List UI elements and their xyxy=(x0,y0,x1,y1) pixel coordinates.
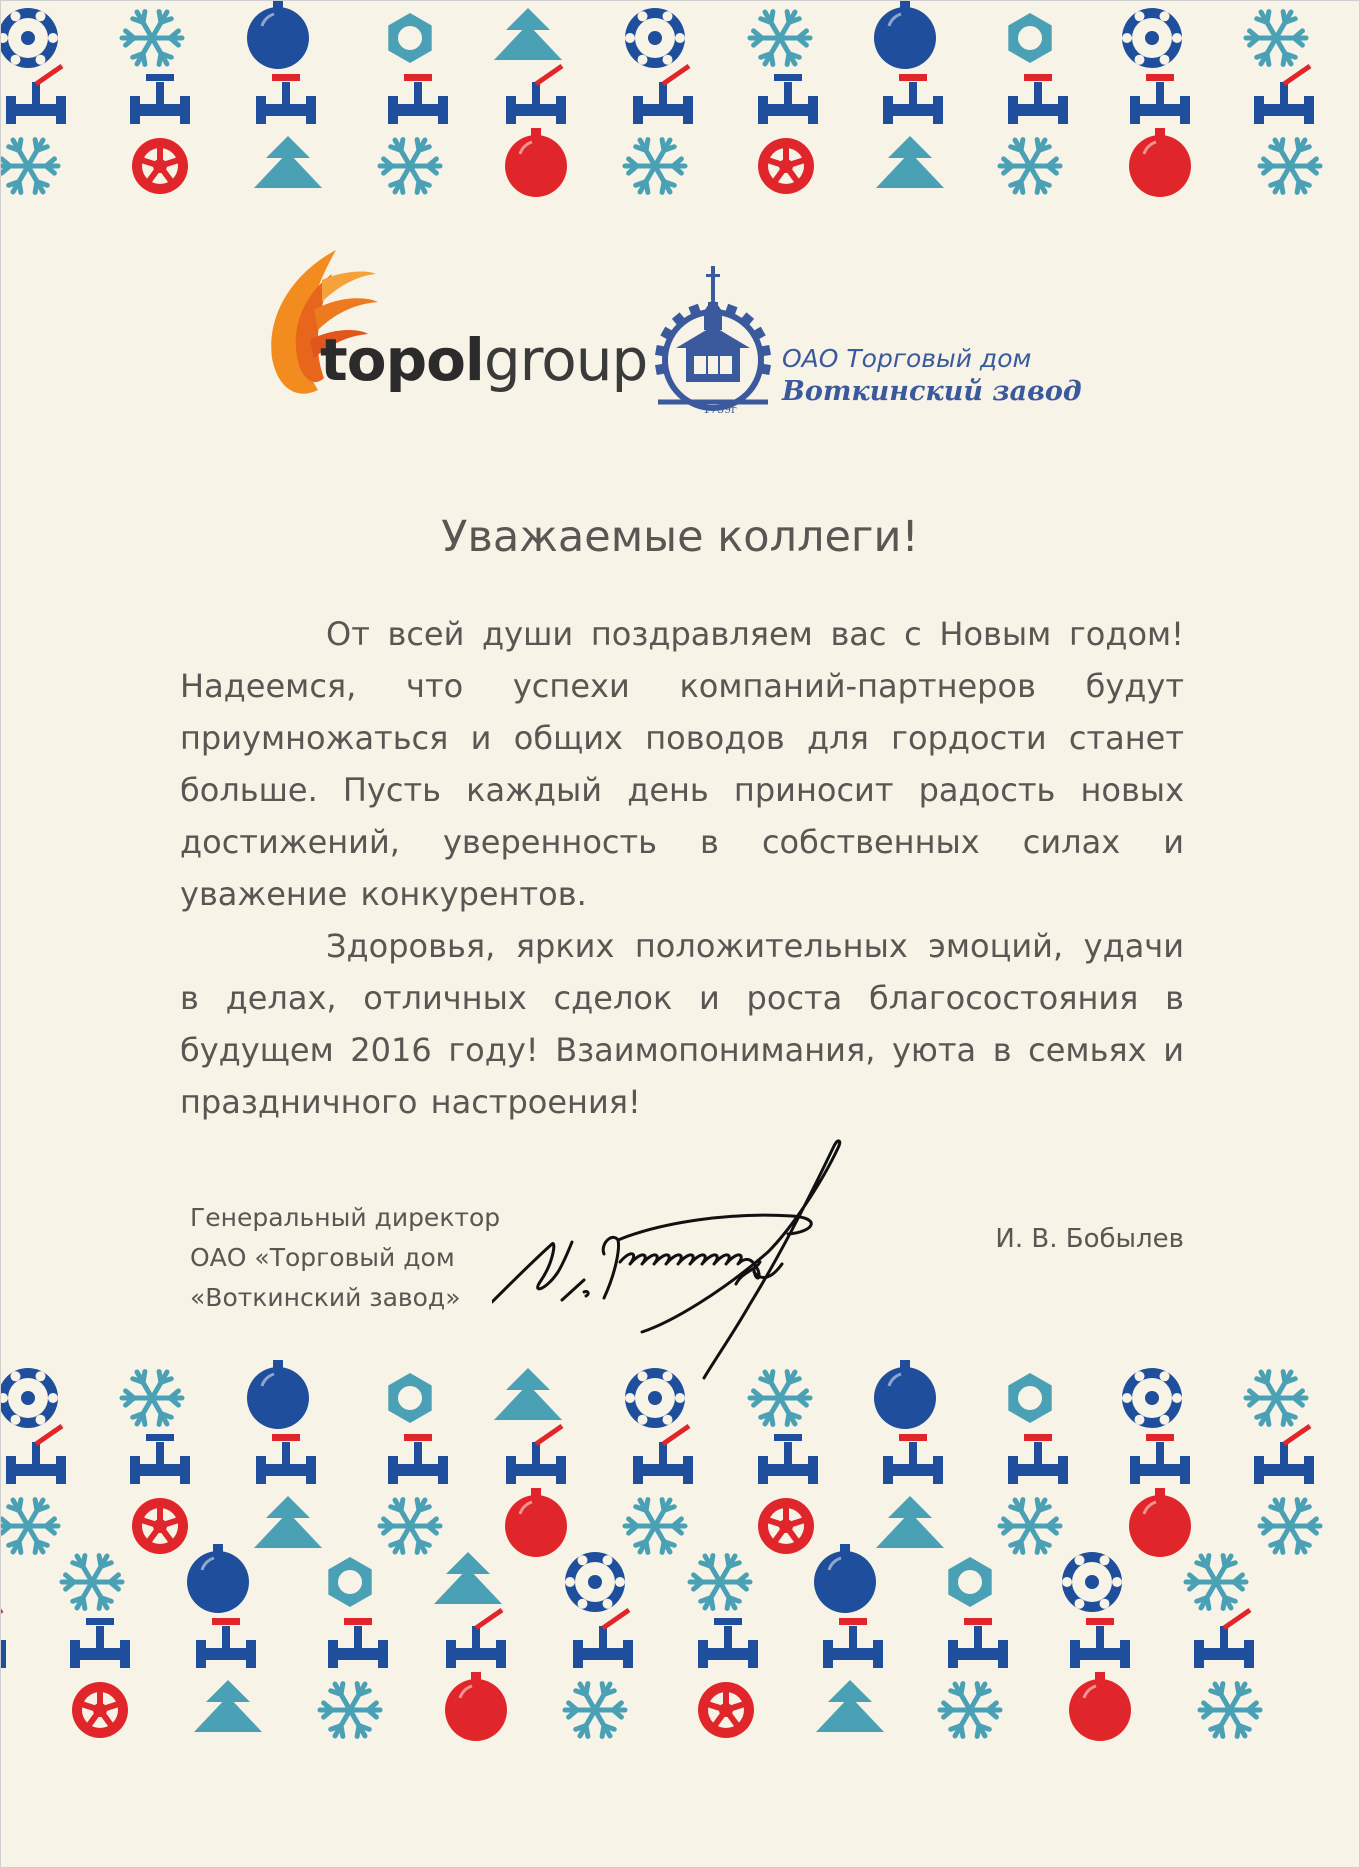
votkinsk-year: 1759г xyxy=(703,403,737,416)
topolgroup-logo xyxy=(258,240,648,410)
votkinsk-company-line2: Воткинский завод xyxy=(782,376,1082,407)
topolgroup-wordmark-bold: topol xyxy=(320,326,484,394)
handwritten-signature xyxy=(492,1132,992,1392)
letter-paragraph: Здоровья, ярких положительных эмоций, удачи в делах, отличных сделок и роста благосостояния в будущем 2016 году! Взаимопонимания, уюта в семьях и праздничного настроения! xyxy=(180,927,1184,1121)
signatory-title-line: ОАО «Торговый дом xyxy=(190,1243,455,1272)
votkinsk-company-line1: ОАО Торговый дом xyxy=(782,344,1032,373)
holiday-industrial-pattern xyxy=(0,1360,1360,1868)
votkinsk-gear-emblem-icon xyxy=(648,262,778,422)
topolgroup-wordmark-light: group xyxy=(483,326,648,394)
letter-body xyxy=(180,608,1184,1128)
topolgroup-wordmark xyxy=(320,326,647,394)
letter-paragraph: От всей души поздравляем вас с Новым годом! Надеемся, что успехи компаний-партнеров будут приумножаться и общих поводов для гордости станет больше. Пусть каждый день приносит радость новых достижений, уверенность в собственных силах и уважение конкурентов. xyxy=(180,615,1184,913)
holiday-industrial-pattern xyxy=(0,0,1360,232)
signatory-title-line: «Воткинский завод» xyxy=(190,1283,461,1312)
signatory-title-line: Генеральный директор xyxy=(190,1203,501,1232)
votkinsk-logo xyxy=(648,262,1082,422)
decorative-pattern-bottom xyxy=(0,1360,1360,1868)
greeting-heading: Уважаемые коллеги! xyxy=(441,512,919,562)
signatory-title xyxy=(190,1198,500,1318)
decorative-pattern-top xyxy=(0,0,1360,232)
signatory-name: И. В. Бобылев xyxy=(995,1224,1184,1254)
logos-row xyxy=(0,240,1360,420)
